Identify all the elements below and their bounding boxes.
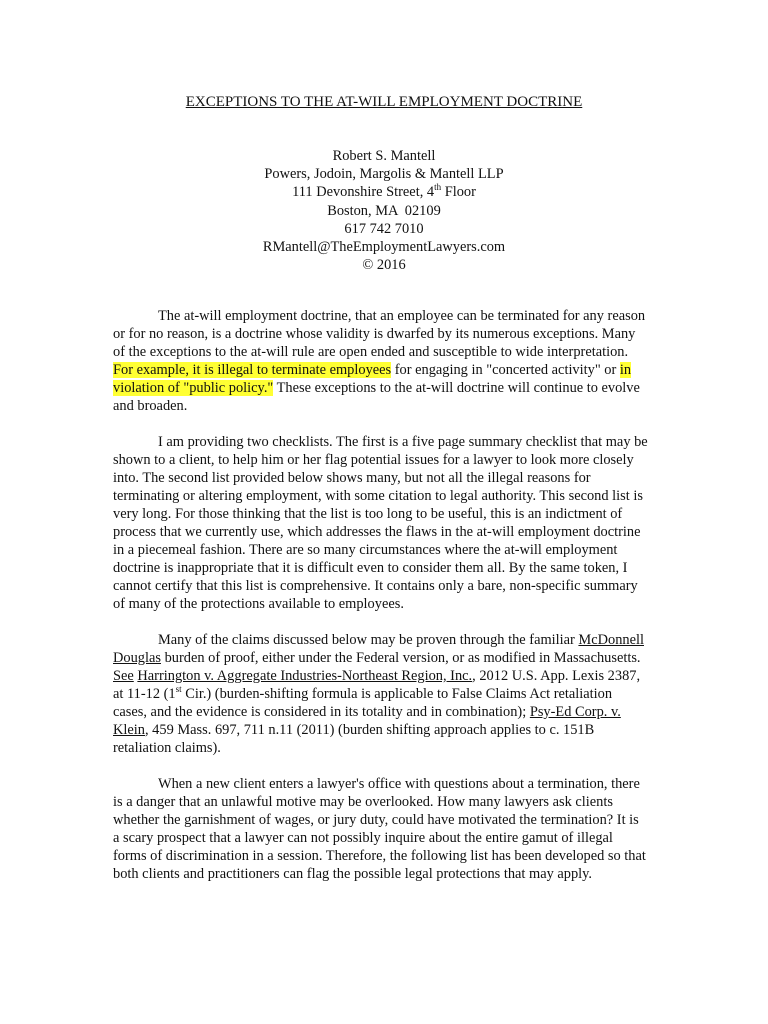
paragraph-4: When a new client enters a lawyer's office with questions about a termination, there is a danger that an unlawful motive may be overlooked. How many lawyers ask clients whether the garnishment of wages, or jury duty, could have motivated the termination? It is a scary prospect that a lawyer can not possibly inquire about the entire gamut of illegal forms of discrimination in a session. Therefore, the following list has been developed so that both clients and practitioners can flag the possible legal protections that may apply.: [113, 776, 646, 882]
case-psy-ed: Psy-Ed Corp. v. Klein: [113, 704, 621, 738]
city-line: Boston, MA 02109: [327, 202, 441, 219]
case-mcdonnell-douglas: McDonnell Douglas: [113, 632, 644, 666]
street-floor: Floor: [441, 184, 476, 201]
p3-text-a: Many of the claims discussed below may be proven through the familiar: [158, 632, 579, 648]
author-block: [0, 147, 768, 274]
p3-text-d: , 2012 U.S. App. Lexis 2387, at 11-12 (1: [113, 668, 641, 702]
paragraph-1: [113, 307, 648, 415]
law-firm: Powers, Jodoin, Margolis & Mantell LLP: [264, 166, 504, 183]
p3-text-b: burden of proof, either under the Federal version, or as modified in Massachusetts.: [160, 650, 641, 666]
body-text: [113, 307, 648, 901]
street-address: [0, 183, 768, 201]
paragraph-3: [113, 631, 648, 757]
street-superscript: th: [434, 182, 442, 193]
street-text: 111 Devonshire Street, 4: [292, 184, 435, 201]
author-name: Robert S. Mantell: [332, 148, 436, 164]
email-address: RMantell@TheEmploymentLawyers.com: [262, 239, 506, 256]
p1-text-a: The at-will employment doctrine, that an employee can be terminated for any reason or for no reason, is a doctrine whose validity is dwarfed by its numerous exceptions. Many of the exceptions to the at-will rule are open ended and susceptible to wide interpretation.: [113, 308, 646, 360]
highlight-illegal-terminate: For example, it is illegal to terminate employees: [113, 362, 392, 378]
highlight-public-policy: in violation of "public policy.": [113, 362, 632, 396]
see-signal: See: [113, 668, 134, 684]
copyright-line: © 2016: [362, 257, 406, 274]
phone-number: 617 742 7010: [344, 220, 424, 237]
paragraph-2: I am providing two checklists. The first is a five page summary checklist that may be shown to a client, to help him or her flag potential issues for a lawyer to look more closely into. The second list provided below shows many, but not all the illegal reasons for terminating or altering employment, with some citation to legal authority. This second list is very long. For those thinking that the list is too long to be useful, this is an indictment of process that we currently use, which addresses the flaws in the at-will employment doctrine in a piecemeal fashion. There are so many circumstances where the at-will employment doctrine is inappropriate that it is difficult even to consider them all. By the same token, I cannot certify that this list is comprehensive. It contains only a bare, non-specific summary of many of the protections available to employees.: [113, 434, 648, 612]
p1-text-b: for engaging in "concerted activity" or: [391, 362, 620, 378]
p3-text-f: , 459 Mass. 697, 711 n.11 (2011) (burden shifting approach applies to c. 151B retaliation claims).: [113, 722, 595, 756]
p1-text-c: These exceptions to the at-will doctrine will continue to evolve and broaden.: [113, 380, 640, 414]
p3-text-e: Cir.) (burden-shifting formula is applicable to False Claims Act retaliation cases, and the evidence is considered in its totality and in combination);: [113, 686, 613, 720]
case-harrington: Harrington v. Aggregate Industries-Northeast Region, Inc.: [137, 668, 473, 684]
document-title: EXCEPTIONS TO THE AT-WILL EMPLOYMENT DOCTRINE: [185, 94, 583, 110]
p3-superscript: st: [175, 684, 182, 695]
